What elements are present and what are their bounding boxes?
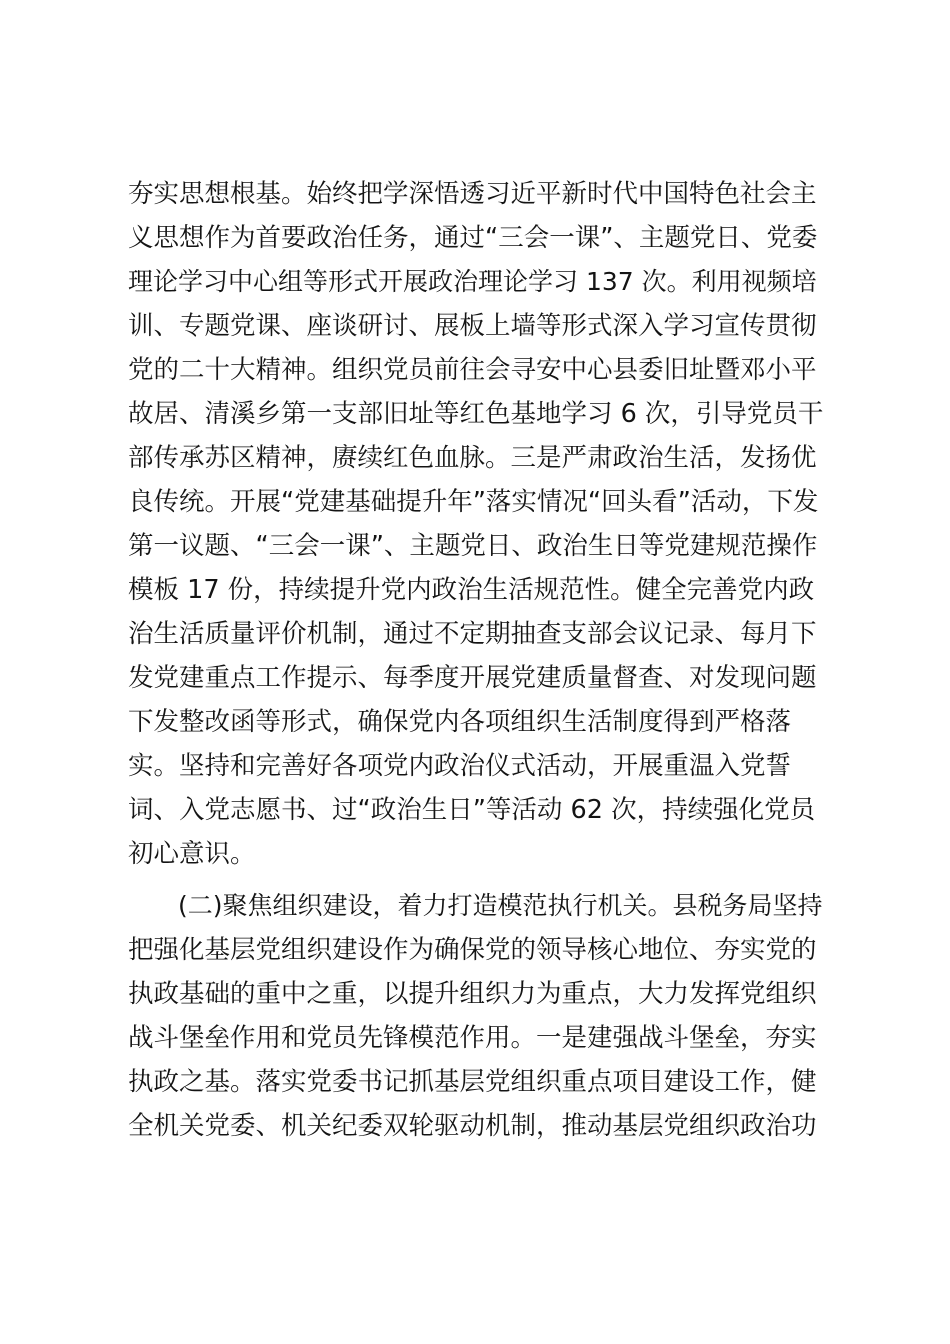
text-line: 把强化基层党组织建设作为确保党的领导核心地位、夯实党的 bbox=[128, 935, 817, 965]
text-line: 初心意识。 bbox=[128, 839, 256, 869]
text-line: 战斗堡垒作用和党员先锋模范作用。一是建强战斗堡垒，夯实 bbox=[128, 1023, 817, 1053]
text-line: 全机关党委、机关纪委双轮驱动机制，推动基层党组织政治功 bbox=[128, 1111, 817, 1141]
text-line: 党的二十大精神。组织党员前往会寻安中心县委旧址暨邓小平 bbox=[128, 355, 817, 385]
text-line: 下发整改函等形式，确保党内各项组织生活制度得到严格落 bbox=[128, 707, 792, 737]
text-line: 故居、清溪乡第一支部旧址等红色基地学习 6 次，引导党员干 bbox=[128, 399, 824, 429]
text-line: 部传承苏区精神，赓续红色血脉。三是严肃政治生活，发扬优 bbox=[128, 443, 817, 473]
text-line: 治生活质量评价机制，通过不定期抽查支部会议记录、每月下 bbox=[128, 619, 817, 649]
text-line: 理论学习中心组等形式开展政治理论学习 137 次。利用视频培 bbox=[128, 267, 817, 296]
text-line: 模板 17 份，持续提升党内政治生活规范性。健全完善党内政 bbox=[128, 575, 815, 605]
text-line: 执政之基。落实党委书记抓基层党组织重点项目建设工作，健 bbox=[128, 1067, 817, 1097]
section-heading-line: (二)聚焦组织建设，着力打造模范执行机关。县税务局坚持 bbox=[178, 891, 823, 920]
text-line: 词、入党志愿书、过“政治生日”等活动 62 次，持续强化党员 bbox=[128, 795, 816, 825]
text-line: 发党建重点工作提示、每季度开展党建质量督查、对发现问题 bbox=[128, 663, 817, 693]
text-line: 训、专题党课、座谈研讨、展板上墙等形式深入学习宣传贯彻 bbox=[128, 311, 817, 341]
text-line: 第一议题、“三会一课”、主题党日、政治生日等党建规范操作 bbox=[128, 531, 818, 561]
text-line: 实。坚持和完善好各项党内政治仪式活动，开展重温入党誓 bbox=[128, 751, 792, 781]
text-line: 执政基础的重中之重，以提升组织力为重点，大力发挥党组织 bbox=[128, 979, 817, 1009]
text-line: 良传统。开展“党建基础提升年”落实情况“回头看”活动，下发 bbox=[128, 487, 819, 517]
text-line: 义思想作为首要政治任务，通过“三会一课”、主题党日、党委 bbox=[128, 223, 818, 253]
text-line: 夯实思想根基。始终把学深悟透习近平新时代中国特色社会主 bbox=[128, 179, 817, 209]
